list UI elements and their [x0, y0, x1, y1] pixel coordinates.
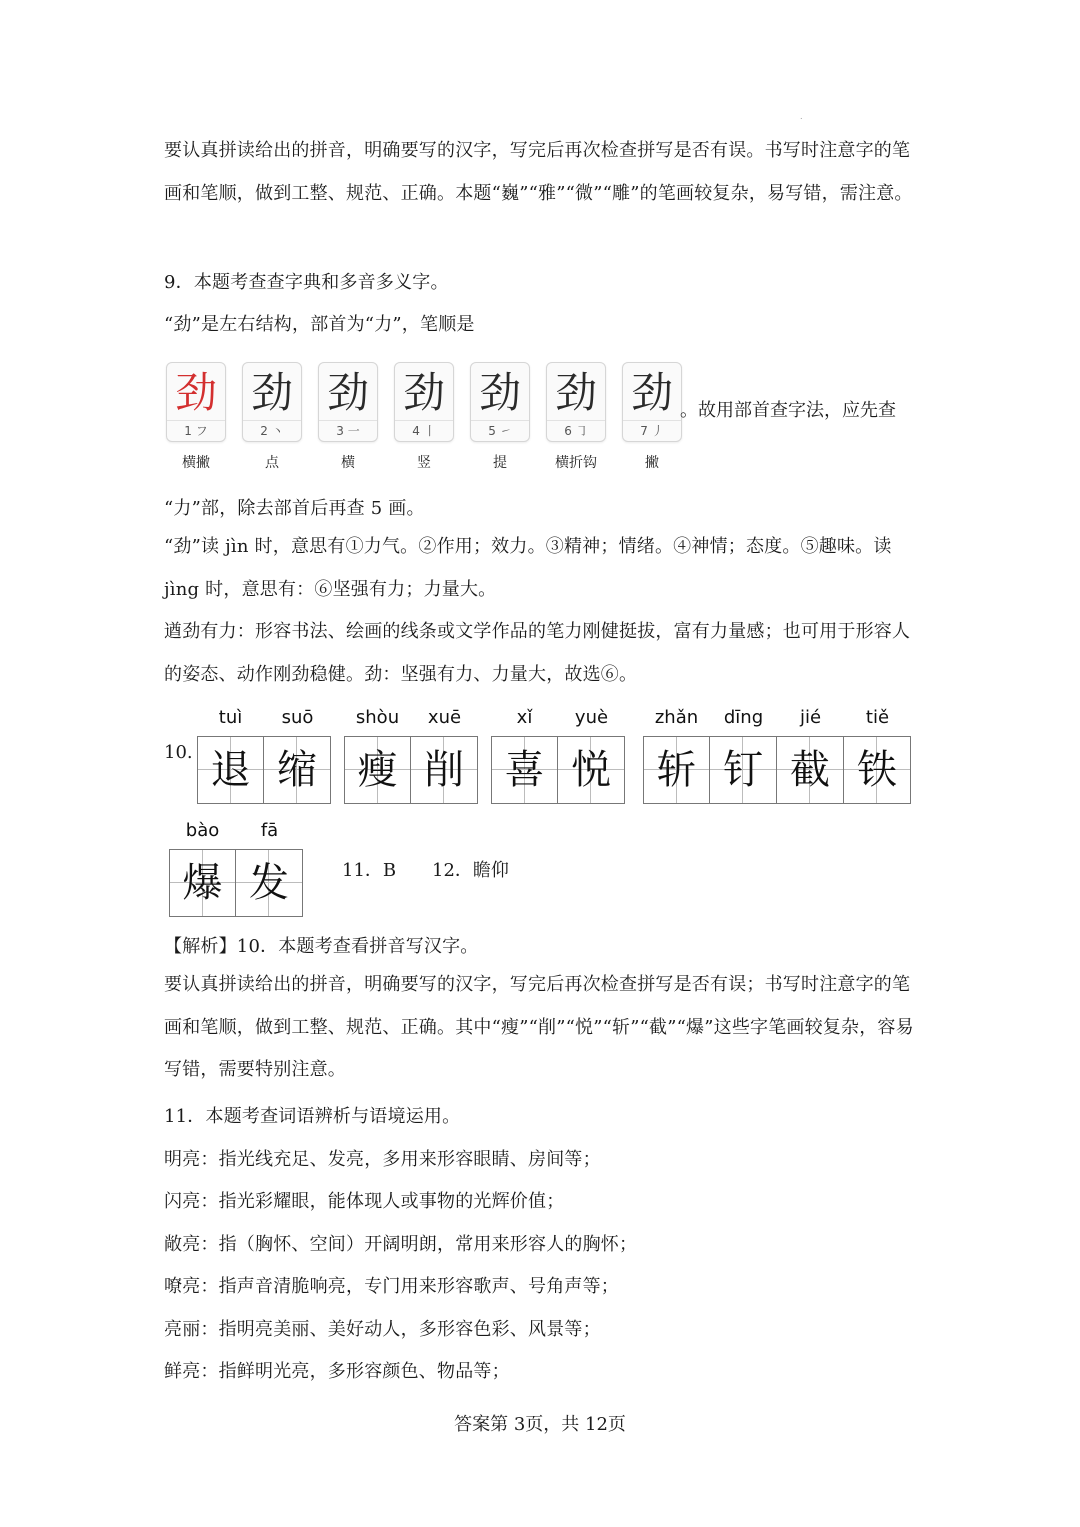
pinyin: fā: [260, 820, 279, 841]
pinyin: suō: [281, 707, 314, 728]
hanzi: 喜: [504, 747, 545, 793]
stroke-char: 劲: [250, 368, 293, 417]
pinyin: shòu: [355, 707, 400, 728]
stroke-card: [546, 362, 606, 472]
hanzi: 退: [210, 747, 251, 793]
hanzi: 悦: [571, 747, 611, 793]
analysis-paragraph: 要认真拼读给出的拼音，明确要写的汉字，写完后再次检查拼写是否有误；书写时注意字的笔画和笔顺，做到工整、规范、正确。其中“瘦”“削”“悦”“斩”“截”“爆”这些字笔画较复杂，容易写错，需要特别注意。: [164, 974, 914, 1080]
stroke-order-strip: [166, 362, 682, 472]
pinyin: xǐ: [516, 707, 533, 728]
definition-line: 嘹亮：指声音清脆响亮，专门用来形容歌声、号角声等；: [164, 1276, 619, 1297]
hanzi: 削: [424, 747, 464, 793]
pinyin: bào: [185, 820, 220, 841]
pinyin: dīng: [723, 707, 764, 728]
definition-line: 闪亮：指光彩耀眼，能体现人或事物的光辉价值；: [164, 1191, 565, 1212]
top-paragraph: 要认真拼读给出的拼音，明确要写的汉字，写完后再次检查拼写是否有误。书写时注意字的笔画和笔顺，做到工整、规范、正确。本题“巍”“雅”“微”“雕”的笔画较复杂，易写错，需注意。: [164, 140, 913, 204]
hanzi: 爆: [182, 860, 223, 906]
q10-label: 10.: [164, 742, 193, 763]
hanzi: 截: [790, 747, 830, 793]
pinyin: xuē: [427, 707, 462, 728]
stroke-number: 7 丿: [623, 420, 681, 441]
analysis-heading: 【解析】10．本题考查看拼音写汉字。: [164, 936, 479, 957]
stroke-char: 劲: [630, 368, 673, 417]
pinyin-word: [643, 708, 911, 804]
pinyin-word: [197, 708, 331, 804]
q11-heading: 11．本题考查词语辨析与语境运用。: [164, 1106, 461, 1127]
stroke-name: 横撇: [182, 455, 210, 471]
stroke-number: 6 ㇆: [547, 420, 605, 441]
stroke-char: 劲: [478, 368, 521, 417]
hanzi: 铁: [857, 747, 897, 793]
answer-12: 12．瞻仰: [432, 860, 509, 881]
stroke-char: 劲: [554, 368, 597, 417]
page-footer: 答案第 3页，共 12页: [454, 1414, 626, 1435]
hanzi: 瘦: [357, 747, 398, 793]
pinyin: zhǎn: [654, 707, 699, 728]
definition-line: 敞亮：指（胸怀、空间）开阔明朗，常用来形容人的胸怀；: [164, 1234, 638, 1255]
hanzi: 钉: [723, 747, 763, 793]
pinyin-word: [491, 708, 625, 804]
answer-11: 11．B: [342, 860, 397, 881]
stroke-name: 撇: [645, 455, 659, 471]
stroke-card: [242, 362, 302, 472]
stroke-char: 劲: [326, 368, 369, 417]
stroke-card: [394, 362, 454, 472]
hanzi: 缩: [277, 747, 317, 793]
stroke-number: 4 丨: [395, 420, 453, 441]
stroke-name: 提: [493, 455, 507, 471]
q9-structure: “劲”是左右结构，部首为“力”，笔顺是: [164, 314, 475, 335]
stroke-char: 劲: [174, 368, 217, 417]
stroke-card: [622, 362, 682, 472]
stroke-number: 2 丶: [243, 420, 301, 441]
page-mark: .: [800, 112, 803, 121]
hanzi: 斩: [656, 747, 697, 793]
stroke-number: 5 ㇀: [471, 420, 529, 441]
stroke-name: 横: [341, 455, 355, 471]
definition-line: 鲜亮：指鲜明光亮，多形容颜色、物品等；: [164, 1361, 510, 1382]
pinyin: tiě: [865, 707, 890, 728]
pinyin-word: [169, 821, 303, 917]
q9-heading: 9．本题考查查字典和多音多义字。: [164, 272, 449, 293]
stroke-card: [470, 362, 530, 472]
stroke-number: 3 一: [319, 420, 377, 441]
definition-line: 明亮：指光线充足、发亮，多用来形容眼睛、房间等；: [164, 1149, 601, 1170]
definition-line: 亮丽：指明亮美丽、美好动人，多形容色彩、风景等；: [164, 1319, 601, 1340]
stroke-number: 1 フ: [167, 420, 225, 441]
stroke-name: 横折钩: [555, 455, 597, 471]
stroke-card: [166, 362, 226, 472]
pinyin: tuì: [218, 707, 243, 728]
pinyin: jié: [799, 707, 822, 728]
pinyin: yuè: [574, 707, 609, 728]
stroke-name: 竖: [417, 455, 431, 471]
stroke-name: 点: [265, 455, 279, 471]
stroke-followup: 。故用部首查字法，应先查: [680, 400, 896, 421]
idiom-paragraph: 遒劲有力：形容书法、绘画的线条或文学作品的笔力刚健挺拔，富有力量感；也可用于形容人的姿态、动作刚劲稳健。劲：坚强有力、力量大，故选⑥。: [164, 621, 911, 685]
radical-line: “力”部，除去部首后再查 5 画。: [164, 498, 425, 519]
meanings-paragraph: “劲”读 jìn 时，意思有①力气。②作用；效力。③精神；情绪。④神情；态度。⑤趣味。读 jìng 时，意思有：⑥坚强有力；力量大。: [164, 536, 892, 600]
pinyin-word: [344, 708, 478, 804]
stroke-char: 劲: [402, 368, 445, 417]
hanzi: 发: [249, 860, 289, 906]
stroke-card: [318, 362, 378, 472]
